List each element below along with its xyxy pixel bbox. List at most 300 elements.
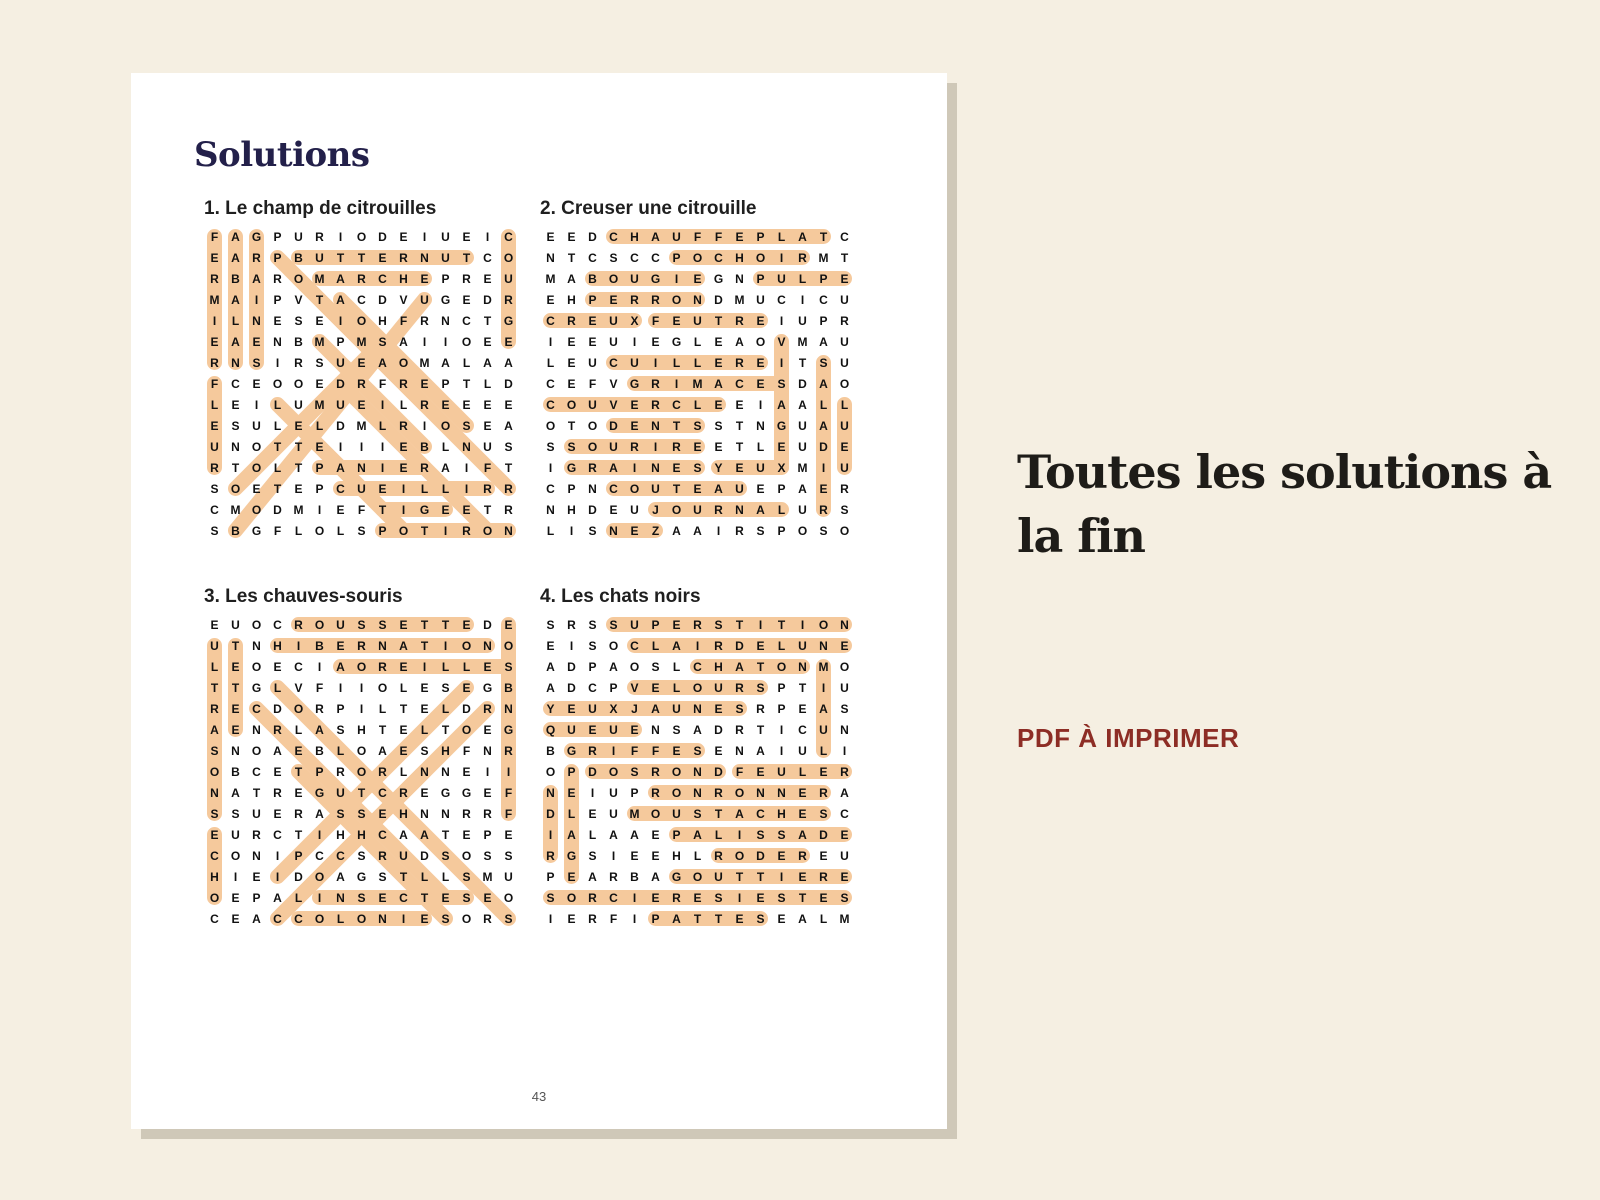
grid-letter: E bbox=[819, 764, 828, 779]
grid-letter: I bbox=[401, 911, 406, 926]
grid-letter: U bbox=[672, 701, 681, 716]
grid-letter: C bbox=[210, 502, 219, 517]
grid-letter: X bbox=[630, 313, 639, 328]
grid-letter: E bbox=[777, 439, 786, 454]
grid-letter: B bbox=[546, 743, 555, 758]
grid-letter: N bbox=[546, 785, 555, 800]
grid-letter: R bbox=[210, 460, 219, 475]
grid-letter: L bbox=[693, 355, 702, 370]
grid-letter: I bbox=[548, 460, 553, 475]
grid-letter: S bbox=[588, 848, 597, 863]
grid-letter: E bbox=[588, 806, 597, 821]
grid-letter: G bbox=[776, 418, 787, 433]
grid-letter: C bbox=[840, 806, 849, 821]
grid-letter: S bbox=[504, 439, 513, 454]
grid-letter: G bbox=[356, 869, 367, 884]
grid-letter: I bbox=[443, 334, 448, 349]
grid-letter: E bbox=[378, 250, 387, 265]
grid-letter: E bbox=[315, 313, 324, 328]
grid-letter: O bbox=[251, 502, 262, 517]
grid-letter: E bbox=[630, 397, 639, 412]
grid-letter: T bbox=[420, 638, 429, 653]
grid-letter: L bbox=[420, 869, 429, 884]
grid-letter: E bbox=[756, 376, 765, 391]
grid-letter: S bbox=[546, 617, 555, 632]
grid-letter: E bbox=[420, 271, 429, 286]
grid-letter: L bbox=[273, 418, 282, 433]
grid-letter: Z bbox=[651, 523, 660, 538]
grid-letter: O bbox=[818, 617, 829, 632]
grid-letter: F bbox=[210, 376, 219, 391]
grid-letter: I bbox=[464, 460, 469, 475]
grid-letter: C bbox=[630, 638, 639, 653]
grid-letter: U bbox=[609, 439, 618, 454]
grid-letter: G bbox=[566, 460, 577, 475]
grid-letter: E bbox=[714, 334, 723, 349]
grid-letter: N bbox=[840, 722, 849, 737]
grid-letter: R bbox=[483, 701, 492, 716]
grid-letter: S bbox=[294, 313, 303, 328]
grid-letter: U bbox=[756, 460, 765, 475]
grid-letter: P bbox=[777, 523, 786, 538]
grid-letter: U bbox=[777, 764, 786, 779]
grid-letter: A bbox=[819, 418, 828, 433]
grid-letter: I bbox=[548, 334, 553, 349]
grid-letter: R bbox=[798, 250, 807, 265]
grid-letter: C bbox=[273, 827, 282, 842]
grid-letter: E bbox=[630, 523, 639, 538]
grid-letter: C bbox=[651, 250, 660, 265]
grid-letter: C bbox=[231, 376, 240, 391]
grid-letter: R bbox=[567, 617, 576, 632]
grid-letter: O bbox=[440, 418, 451, 433]
grid-letter: G bbox=[482, 680, 493, 695]
grid-letter: P bbox=[819, 271, 828, 286]
grid-letter: U bbox=[630, 617, 639, 632]
grid-letter: C bbox=[210, 911, 219, 926]
grid-letter: I bbox=[737, 890, 742, 905]
grid-letter: N bbox=[420, 806, 429, 821]
grid-letter: F bbox=[378, 376, 387, 391]
grid-letter: U bbox=[336, 785, 345, 800]
grid-letter: E bbox=[483, 334, 492, 349]
grid-letter: U bbox=[840, 334, 849, 349]
grid-letter: O bbox=[839, 523, 850, 538]
grid-letter: I bbox=[611, 743, 616, 758]
grid-letter: H bbox=[399, 271, 408, 286]
grid-letter: G bbox=[650, 271, 661, 286]
grid-letter: L bbox=[210, 397, 219, 412]
grid-letter: O bbox=[755, 250, 766, 265]
grid-letter: R bbox=[735, 722, 744, 737]
grid-letter: U bbox=[840, 355, 849, 370]
grid-letter: E bbox=[672, 313, 681, 328]
grid-letter: H bbox=[735, 250, 744, 265]
grid-letter: E bbox=[210, 334, 219, 349]
grid-letter: S bbox=[441, 848, 450, 863]
grid-letter: J bbox=[631, 701, 638, 716]
grid-letter: T bbox=[294, 827, 303, 842]
grid-letter: O bbox=[797, 523, 808, 538]
grid-letter: T bbox=[378, 722, 387, 737]
grid-letter: S bbox=[378, 334, 387, 349]
grid-letter: B bbox=[231, 271, 240, 286]
grid-letter: S bbox=[210, 523, 219, 538]
grid-letter: S bbox=[777, 890, 786, 905]
grid-letter: L bbox=[819, 911, 828, 926]
grid-letter: I bbox=[275, 355, 280, 370]
grid-letter: E bbox=[231, 890, 240, 905]
grid-letter: E bbox=[420, 680, 429, 695]
grid-letter: C bbox=[273, 911, 282, 926]
grid-letter: B bbox=[294, 334, 303, 349]
puzzle-2 bbox=[540, 198, 860, 541]
grid-letter: L bbox=[714, 827, 723, 842]
grid-letter: V bbox=[630, 680, 639, 695]
grid-letter: O bbox=[692, 869, 703, 884]
grid-letter: E bbox=[630, 848, 639, 863]
grid-letter: R bbox=[273, 785, 282, 800]
grid-letter: S bbox=[441, 911, 450, 926]
grid-letter: U bbox=[357, 481, 366, 496]
grid-letter: S bbox=[546, 439, 555, 454]
grid-letter: C bbox=[693, 659, 702, 674]
grid-letter: I bbox=[632, 334, 637, 349]
grid-letter: L bbox=[798, 271, 807, 286]
grid-letter: H bbox=[672, 848, 681, 863]
grid-letter: U bbox=[798, 313, 807, 328]
grid-letter: M bbox=[692, 376, 703, 391]
grid-letter: M bbox=[314, 271, 325, 286]
grid-letter: S bbox=[210, 481, 219, 496]
grid-letter: V bbox=[399, 292, 408, 307]
grid-letter: S bbox=[735, 701, 744, 716]
grid-letter: R bbox=[504, 292, 513, 307]
grid-letter: H bbox=[357, 722, 366, 737]
grid-letter: E bbox=[567, 229, 576, 244]
grid-letter: M bbox=[545, 271, 556, 286]
grid-letter: T bbox=[294, 764, 303, 779]
grid-letter: P bbox=[777, 680, 786, 695]
grid-letter: A bbox=[651, 869, 660, 884]
puzzle-3 bbox=[204, 586, 524, 929]
grid-letter: I bbox=[338, 439, 343, 454]
grid-letter: H bbox=[357, 827, 366, 842]
grid-letter: A bbox=[735, 334, 744, 349]
grid-letter: E bbox=[798, 701, 807, 716]
grid-letter: I bbox=[338, 313, 343, 328]
grid-letter: E bbox=[294, 481, 303, 496]
grid-letter: C bbox=[756, 806, 765, 821]
grid-letter: T bbox=[756, 659, 765, 674]
grid-letter: O bbox=[608, 638, 619, 653]
grid-letter: E bbox=[399, 460, 408, 475]
grid-letter: R bbox=[378, 848, 387, 863]
grid-letter: P bbox=[441, 271, 450, 286]
grid-letter: E bbox=[399, 659, 408, 674]
grid-letter: A bbox=[336, 292, 345, 307]
grid-letter: U bbox=[336, 397, 345, 412]
grid-letter: E bbox=[231, 701, 240, 716]
grid-letter: S bbox=[588, 617, 597, 632]
grid-letter: R bbox=[588, 911, 597, 926]
grid-letter: S bbox=[210, 743, 219, 758]
grid-letter: U bbox=[588, 701, 597, 716]
grid-letter: O bbox=[461, 911, 472, 926]
grid-letter: O bbox=[356, 229, 367, 244]
grid-letter: E bbox=[588, 334, 597, 349]
grid-letter: D bbox=[588, 764, 597, 779]
grid-letter: T bbox=[798, 890, 807, 905]
grid-letter: H bbox=[630, 229, 639, 244]
grid-letter: S bbox=[819, 355, 828, 370]
grid-letter: O bbox=[314, 523, 325, 538]
grid-letter: N bbox=[735, 502, 744, 517]
grid-letter: L bbox=[819, 397, 828, 412]
grid-letter: I bbox=[464, 481, 469, 496]
grid-letter: U bbox=[231, 827, 240, 842]
grid-letter: H bbox=[399, 806, 408, 821]
grid-letter: E bbox=[735, 911, 744, 926]
grid-letter: C bbox=[210, 848, 219, 863]
grid-letter: N bbox=[798, 659, 807, 674]
grid-letter: A bbox=[399, 334, 408, 349]
grid-letter: T bbox=[399, 869, 408, 884]
grid-letter: C bbox=[546, 376, 555, 391]
grid-letter: D bbox=[567, 659, 576, 674]
grid-letter: R bbox=[420, 397, 429, 412]
grid-letter: E bbox=[504, 617, 513, 632]
grid-letter: N bbox=[231, 743, 240, 758]
grid-letter: C bbox=[336, 848, 345, 863]
grid-letter: E bbox=[462, 827, 471, 842]
grid-letter: B bbox=[630, 869, 639, 884]
grid-letter: T bbox=[714, 806, 723, 821]
grid-letter: O bbox=[251, 439, 262, 454]
grid-letter: R bbox=[399, 785, 408, 800]
grid-letter: R bbox=[462, 271, 471, 286]
grid-letter: O bbox=[230, 848, 241, 863]
grid-letter: N bbox=[441, 764, 450, 779]
grid-letter: A bbox=[231, 334, 240, 349]
grid-letter: R bbox=[462, 523, 471, 538]
grid-letter: R bbox=[273, 722, 282, 737]
grid-letter: O bbox=[230, 481, 241, 496]
grid-letter: R bbox=[672, 439, 681, 454]
grid-letter: E bbox=[462, 397, 471, 412]
grid-letter: O bbox=[356, 659, 367, 674]
grid-letter: M bbox=[818, 659, 829, 674]
grid-letter: R bbox=[735, 680, 744, 695]
grid-letter: D bbox=[588, 502, 597, 517]
grid-letter: X bbox=[609, 701, 618, 716]
grid-letter: E bbox=[567, 334, 576, 349]
letter-grid bbox=[204, 614, 519, 929]
grid-letter: A bbox=[756, 743, 765, 758]
document-page bbox=[131, 73, 947, 1129]
grid-letter: N bbox=[693, 785, 702, 800]
grid-letter: U bbox=[504, 271, 513, 286]
grid-letter: S bbox=[714, 890, 723, 905]
grid-letter: S bbox=[693, 743, 702, 758]
grid-letter: R bbox=[693, 617, 702, 632]
grid-letter: E bbox=[483, 722, 492, 737]
grid-letter: D bbox=[714, 722, 723, 737]
grid-letter: E bbox=[672, 460, 681, 475]
grid-letter: N bbox=[252, 722, 261, 737]
grid-letter: O bbox=[251, 460, 262, 475]
grid-letter: R bbox=[420, 313, 429, 328]
grid-letter: P bbox=[315, 460, 324, 475]
grid-letter: I bbox=[254, 397, 259, 412]
grid-letter: D bbox=[336, 376, 345, 391]
grid-letter: C bbox=[315, 848, 324, 863]
grid-letter: S bbox=[252, 355, 261, 370]
grid-letter: C bbox=[294, 911, 303, 926]
grid-letter: A bbox=[651, 229, 660, 244]
grid-letter: N bbox=[483, 638, 492, 653]
grid-letter: T bbox=[273, 439, 282, 454]
grid-letter: L bbox=[294, 523, 303, 538]
grid-letter: A bbox=[315, 722, 324, 737]
grid-letter: F bbox=[630, 743, 639, 758]
grid-letter: R bbox=[630, 292, 639, 307]
grid-letter: G bbox=[566, 743, 577, 758]
grid-letter: P bbox=[588, 659, 597, 674]
grid-letter: G bbox=[671, 334, 682, 349]
grid-letter: O bbox=[629, 481, 640, 496]
grid-letter: L bbox=[378, 418, 387, 433]
grid-letter: S bbox=[630, 764, 639, 779]
grid-letter: S bbox=[756, 680, 765, 695]
grid-letter: P bbox=[672, 250, 681, 265]
grid-letter: U bbox=[231, 617, 240, 632]
grid-letter: I bbox=[422, 334, 427, 349]
grid-letter: D bbox=[609, 418, 618, 433]
print-pdf-label: PDF À IMPRIMER bbox=[1017, 723, 1240, 753]
grid-letter: S bbox=[483, 848, 492, 863]
grid-letter: R bbox=[210, 271, 219, 286]
grid-letter: S bbox=[651, 659, 660, 674]
grid-letter: G bbox=[314, 785, 325, 800]
grid-letter: I bbox=[359, 701, 364, 716]
grid-letter: E bbox=[567, 701, 576, 716]
grid-letter: E bbox=[336, 638, 345, 653]
grid-letter: E bbox=[714, 743, 723, 758]
grid-letter: N bbox=[378, 911, 387, 926]
grid-letter: L bbox=[441, 869, 450, 884]
grid-letter: A bbox=[231, 229, 240, 244]
grid-letter: R bbox=[483, 481, 492, 496]
grid-letter: S bbox=[840, 890, 849, 905]
grid-letter: U bbox=[567, 722, 576, 737]
grid-letter: C bbox=[735, 376, 744, 391]
grid-letter: U bbox=[588, 397, 597, 412]
grid-letter: C bbox=[588, 250, 597, 265]
grid-letter: S bbox=[462, 418, 471, 433]
grid-letter: A bbox=[714, 481, 723, 496]
grid-letter: E bbox=[735, 229, 744, 244]
grid-letter: E bbox=[567, 785, 576, 800]
grid-letter: R bbox=[294, 806, 303, 821]
grid-letter: N bbox=[420, 250, 429, 265]
grid-letter: O bbox=[608, 271, 619, 286]
grid-letter: F bbox=[273, 523, 282, 538]
promo-headline: Toutes les solutions à la fin bbox=[1017, 445, 1552, 563]
grid-letter: E bbox=[252, 481, 261, 496]
grid-letter: F bbox=[504, 806, 513, 821]
grid-letter: E bbox=[378, 890, 387, 905]
grid-letter: U bbox=[252, 806, 261, 821]
grid-letter: F bbox=[504, 785, 513, 800]
grid-letter: R bbox=[714, 785, 723, 800]
grid-letter: F bbox=[210, 229, 219, 244]
grid-letter: S bbox=[777, 827, 786, 842]
grid-letter: P bbox=[252, 890, 261, 905]
grid-letter: A bbox=[231, 250, 240, 265]
grid-letter: S bbox=[819, 806, 828, 821]
grid-letter: N bbox=[357, 460, 366, 475]
grid-letter: R bbox=[294, 617, 303, 632]
grid-letter: D bbox=[483, 292, 492, 307]
grid-letter: E bbox=[483, 418, 492, 433]
grid-letter: I bbox=[632, 460, 637, 475]
grid-letter: N bbox=[336, 890, 345, 905]
grid-letter: U bbox=[798, 502, 807, 517]
grid-letter: F bbox=[693, 229, 702, 244]
grid-letter: S bbox=[378, 617, 387, 632]
grid-letter: I bbox=[359, 680, 364, 695]
grid-letter: P bbox=[336, 334, 345, 349]
grid-letter: G bbox=[251, 523, 262, 538]
grid-letter: P bbox=[777, 701, 786, 716]
grid-letter: D bbox=[483, 617, 492, 632]
grid-letter: O bbox=[776, 659, 787, 674]
grid-letter: T bbox=[441, 722, 450, 737]
grid-letter: L bbox=[231, 313, 240, 328]
grid-letter: L bbox=[546, 523, 555, 538]
grid-letter: F bbox=[462, 743, 471, 758]
grid-letter: B bbox=[420, 439, 429, 454]
puzzle-4 bbox=[540, 586, 860, 929]
grid-letter: A bbox=[399, 638, 408, 653]
grid-letter: L bbox=[294, 890, 303, 905]
grid-letter: E bbox=[504, 334, 513, 349]
grid-letter: I bbox=[422, 418, 427, 433]
grid-letter: E bbox=[231, 397, 240, 412]
grid-letter: I bbox=[506, 764, 511, 779]
grid-letter: R bbox=[378, 659, 387, 674]
grid-letter: U bbox=[315, 250, 324, 265]
grid-letter: I bbox=[254, 292, 259, 307]
grid-letter: O bbox=[671, 292, 682, 307]
grid-letter: E bbox=[693, 439, 702, 454]
grid-letter: C bbox=[546, 481, 555, 496]
grid-letter: E bbox=[735, 460, 744, 475]
grid-letter: A bbox=[777, 397, 786, 412]
grid-letter: A bbox=[798, 229, 807, 244]
grid-letter: E bbox=[840, 869, 849, 884]
grid-letter: E bbox=[399, 743, 408, 758]
grid-letter: R bbox=[504, 502, 513, 517]
grid-letter: F bbox=[609, 911, 618, 926]
grid-letter: N bbox=[546, 502, 555, 517]
grid-letter: N bbox=[210, 785, 219, 800]
grid-letter: U bbox=[672, 806, 681, 821]
grid-letter: N bbox=[588, 481, 597, 496]
grid-letter: O bbox=[482, 523, 493, 538]
grid-letter: V bbox=[294, 680, 303, 695]
